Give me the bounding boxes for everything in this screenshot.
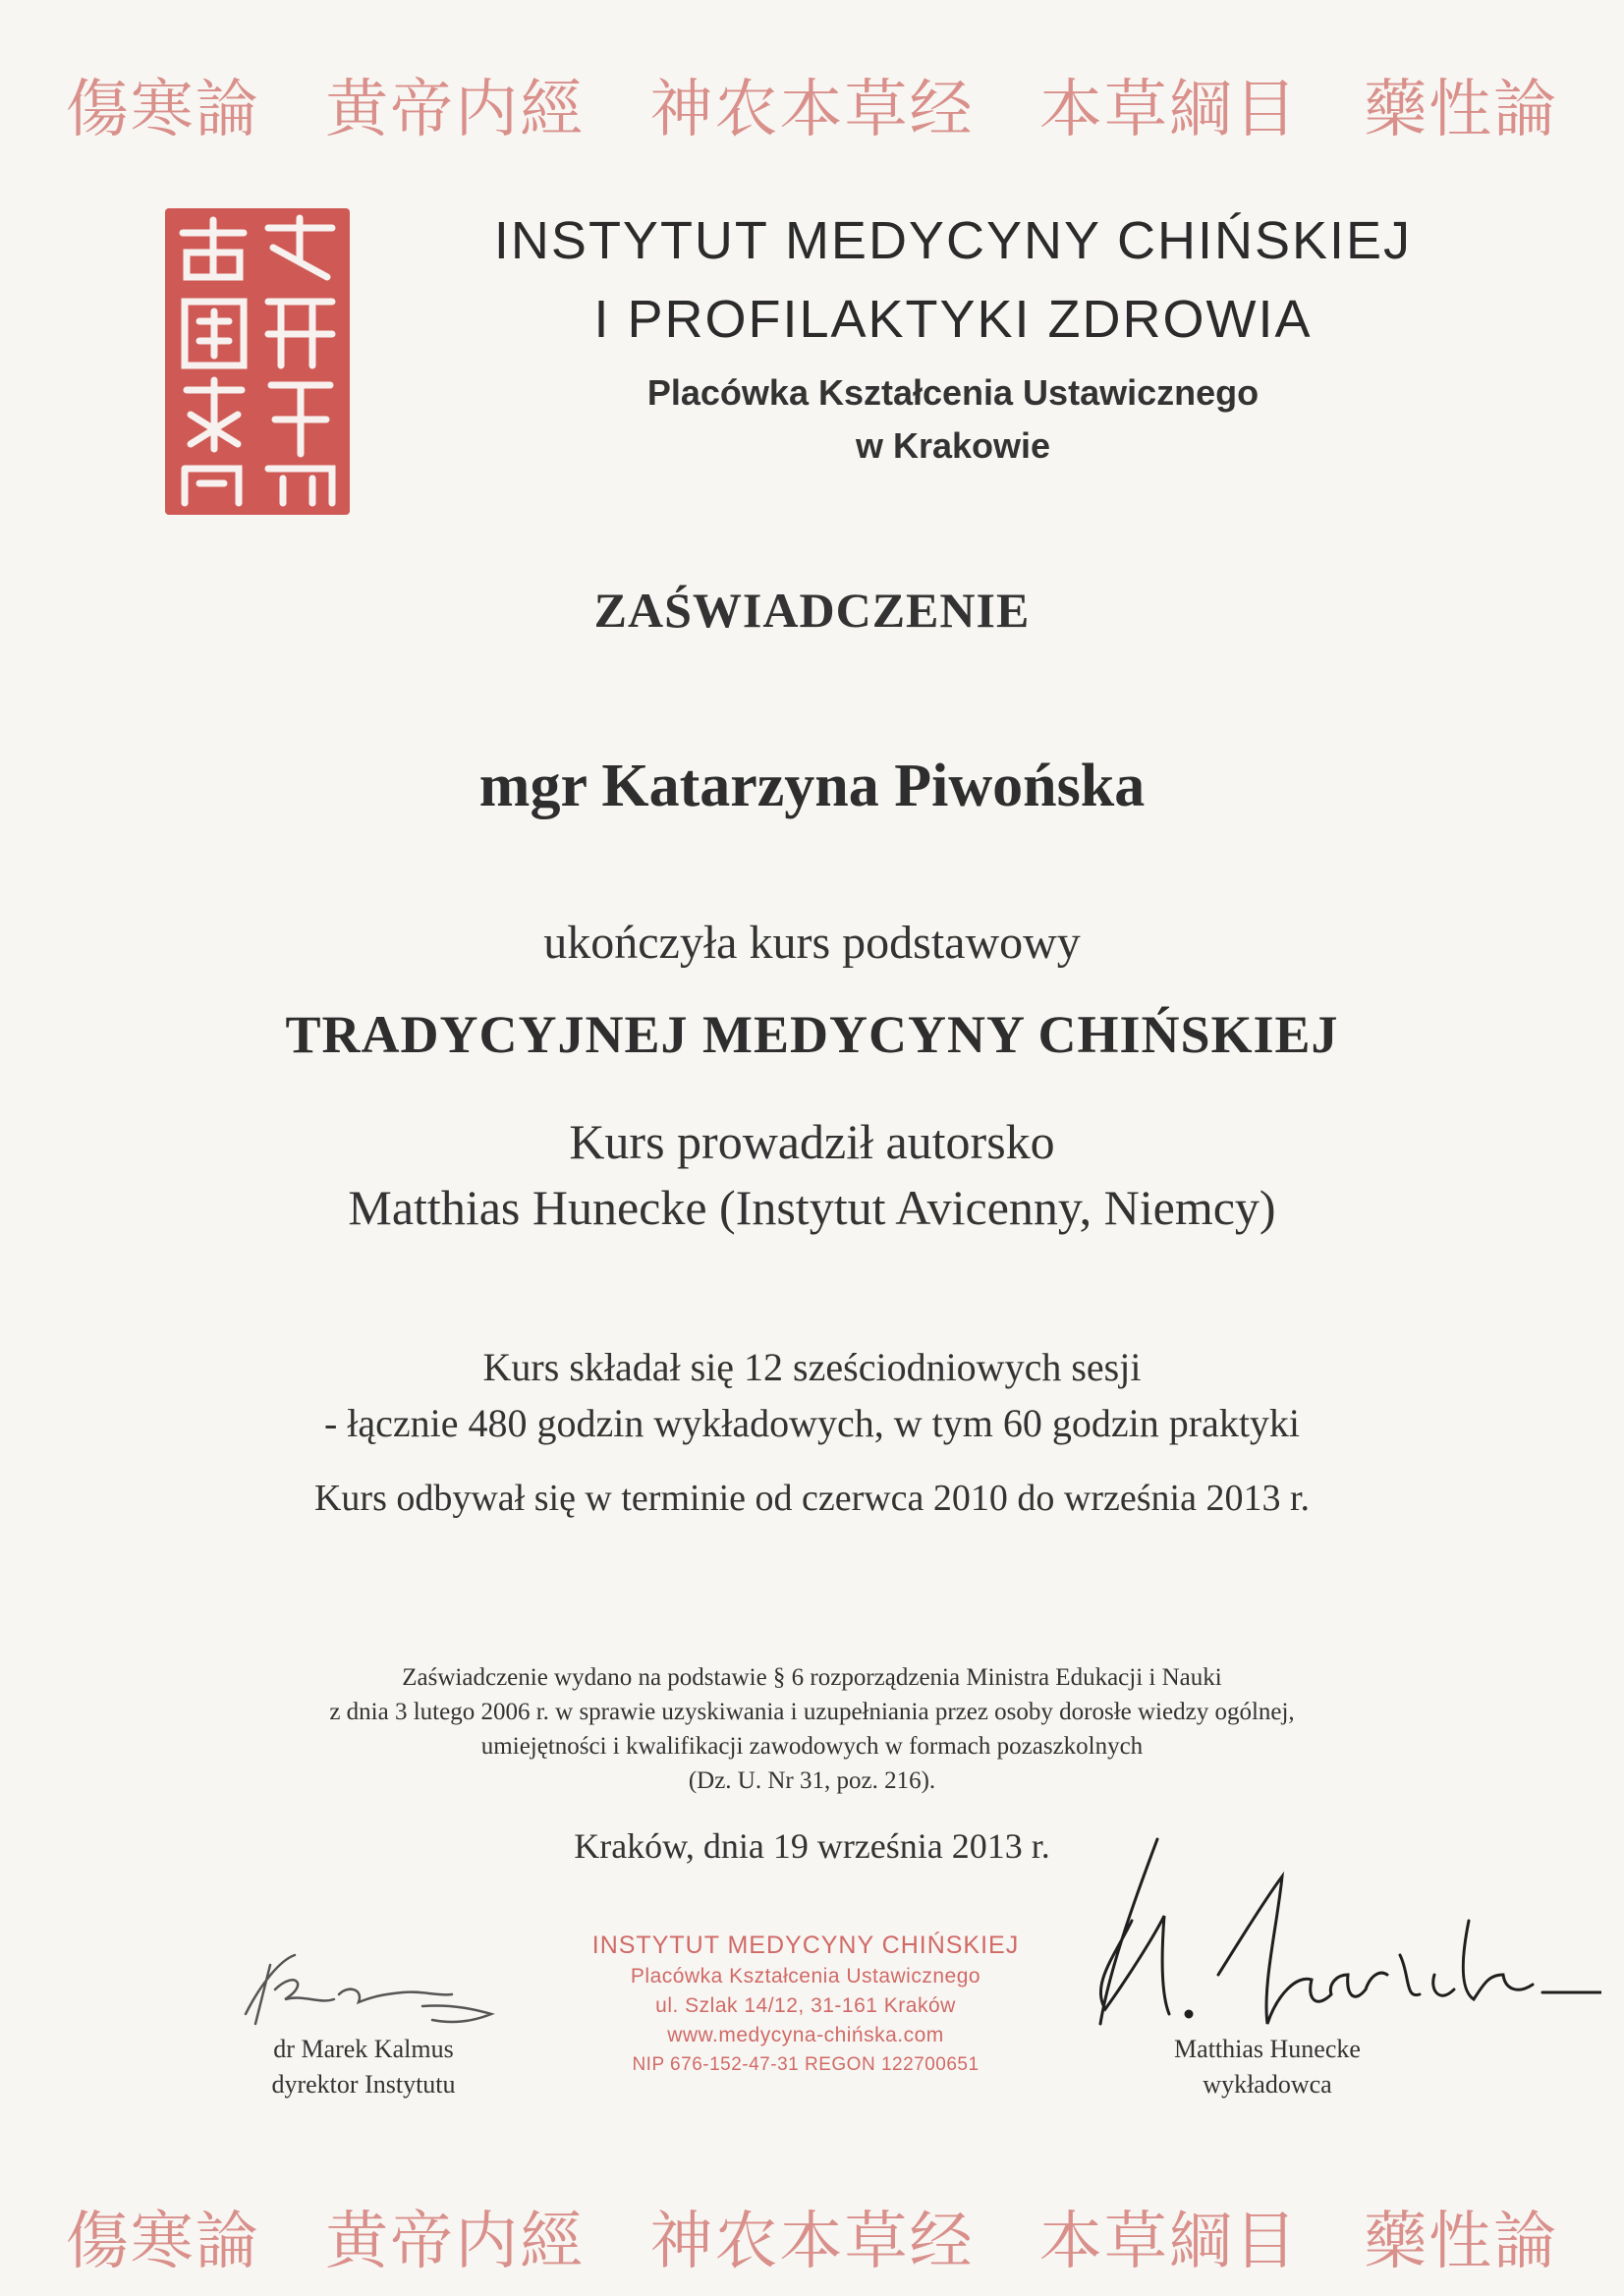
cjk-footer-row <box>0 2191 1624 2281</box>
recipient-name: mgr Katarzyna Piwońska <box>478 753 1146 819</box>
stamp-line: Placówka Kształcenia Ustawicznego <box>630 1965 981 1988</box>
cjk-title: 傷寒論 <box>65 74 260 146</box>
cjk-title: 藥性論 <box>1364 74 1559 146</box>
lecturer-name: Matthias Hunecke <box>1174 2035 1361 2063</box>
cjk-title: 傷寒論 <box>65 2206 260 2278</box>
institute-header <box>413 201 1493 473</box>
cjk-header-row <box>0 59 1624 149</box>
institute-subtitle-line2: w Krakowie <box>855 425 1051 466</box>
cjk-title: 黄帝内經 <box>325 2206 586 2278</box>
stamp-address: ul. Szlak 14/12, 31-161 Kraków <box>655 1994 956 2017</box>
institute-name-line2: I PROFILAKTYKI ZDROWIA <box>593 290 1313 349</box>
red-seal-logo <box>165 208 350 515</box>
cjk-title: 藥性論 <box>1364 2206 1559 2278</box>
cjk-title: 本草綱目 <box>1038 2206 1299 2278</box>
handwritten-signature-icon <box>226 1945 501 2034</box>
lecturer-signature <box>1071 1827 1601 2063</box>
cjk-title: 神农本草经 <box>649 2206 975 2278</box>
place-and-date: Kraków, dnia 19 września 2013 r. <box>574 1826 1050 1866</box>
stamp-website: www.medycyna-chińska.com <box>667 2024 944 2046</box>
course-hours: - łącznie 480 godzin wykładowych, w tym 60 godzin praktyki <box>323 1401 1301 1445</box>
lecturer-block <box>1110 2032 1425 2102</box>
institute-stamp <box>550 1929 1061 2080</box>
course-period: Kurs odbywał się w terminie od czerwca 2010 do września 2013 r. <box>313 1478 1311 1519</box>
cjk-title: 本草綱目 <box>1038 74 1299 146</box>
handwritten-signature-icon <box>1071 1827 1601 2063</box>
director-signature <box>226 1945 501 2034</box>
instructor-intro: Kurs prowadził autorsko <box>569 1114 1055 1169</box>
cjk-title: 神农本草经 <box>649 74 975 146</box>
legal-line: umiejętności i kwalifikacji zawodowych w formach pozaszkolnych <box>480 1733 1144 1760</box>
lecturer-role: wykładowca <box>1203 2070 1332 2099</box>
stamp-tax-ids: NIP 676-152-47-31 REGON 122700651 <box>632 2054 980 2075</box>
institute-subtitle-line1: Placówka Kształcenia Ustawicznego <box>646 372 1260 413</box>
institute-name-line1: INSTYTUT MEDYCYNY CHIŃSKIEJ <box>493 211 1413 270</box>
document-title: ZAŚWIADCZENIE <box>593 583 1031 638</box>
course-sessions: Kurs składał się 12 sześciodniowych sesji <box>482 1345 1142 1389</box>
director-block <box>216 2032 511 2102</box>
completion-statement: ukończyła kurs podstawowy <box>543 917 1081 969</box>
stamp-title: INSTYTUT MEDYCYNY CHIŃSKIEJ <box>591 1932 1020 1959</box>
legal-basis <box>0 1660 1624 1798</box>
legal-line: (Dz. U. Nr 31, poz. 216). <box>688 1767 936 1794</box>
director-name: dr Marek Kalmus <box>273 2035 454 2063</box>
legal-line: Zaświadczenie wydano na podstawie § 6 rozporządzenia Ministra Edukacji i Nauki <box>402 1664 1222 1691</box>
legal-line: z dnia 3 lutego 2006 r. w sprawie uzyskiwania i uzupełniania przez osoby dorosłe wiedzy ogólnej, <box>329 1699 1295 1725</box>
seal-glyphs-icon <box>165 208 350 515</box>
course-name: TRADYCYJNEJ MEDYCYNY CHIŃSKIEJ <box>285 1005 1339 1064</box>
director-role: dyrektor Instytutu <box>271 2070 456 2099</box>
instructor-name: Matthias Hunecke (Instytut Avicenny, Niemcy) <box>348 1180 1276 1235</box>
cjk-title: 黄帝内經 <box>325 74 586 146</box>
